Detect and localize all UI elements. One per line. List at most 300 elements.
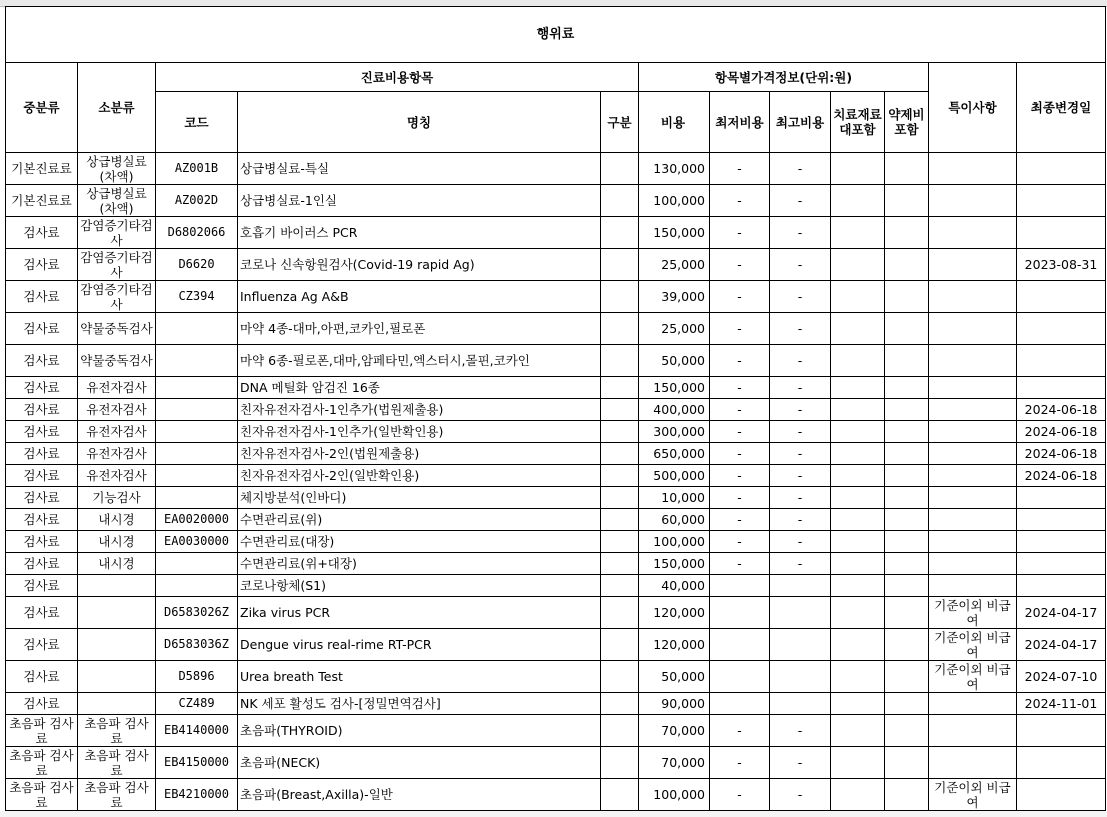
cell-max-cost[interactable]: - — [770, 779, 831, 811]
cell-name[interactable]: 상급병실료-1인실 — [238, 185, 601, 217]
cell-sub-category[interactable]: 초음파 검사료 — [78, 747, 156, 779]
cell-drug[interactable] — [885, 465, 929, 487]
cell-min-cost[interactable] — [710, 575, 770, 597]
header-code: 코드 — [156, 92, 238, 153]
cell-note[interactable] — [929, 399, 1017, 421]
cell-sub-category[interactable]: 감염증기타검사 — [78, 281, 156, 313]
cell-type[interactable] — [601, 575, 639, 597]
cell-date[interactable]: 2024-04-17 — [1017, 629, 1106, 661]
cell-material[interactable] — [831, 661, 885, 693]
cell-min-cost[interactable]: - — [710, 249, 770, 281]
cell-mid-category[interactable]: 기본진료료 — [6, 153, 78, 185]
cell-material[interactable] — [831, 281, 885, 313]
header-mid-category: 중분류 — [6, 63, 78, 153]
cell-cost[interactable]: 130,000 — [639, 153, 710, 185]
cell-type[interactable] — [601, 465, 639, 487]
cell-material[interactable] — [831, 531, 885, 553]
cell-note[interactable] — [929, 153, 1017, 185]
cell-date[interactable]: 2024-07-10 — [1017, 661, 1106, 693]
cell-material[interactable] — [831, 779, 885, 811]
cell-name[interactable]: 초음파(Breast,Axilla)-일반 — [238, 779, 601, 811]
table-row — [6, 509, 1106, 531]
cell-type[interactable] — [601, 281, 639, 313]
cell-min-cost[interactable]: - — [710, 281, 770, 313]
cell-sub-category[interactable]: 유전자검사 — [78, 377, 156, 399]
cell-material[interactable] — [831, 629, 885, 661]
cell-sub-category[interactable]: 유전자검사 — [78, 399, 156, 421]
cell-code[interactable]: CZ394 — [156, 281, 238, 313]
cell-sub-category[interactable]: 내시경 — [78, 531, 156, 553]
cell-sub-category[interactable]: 상급병실료(차액) — [78, 153, 156, 185]
cell-min-cost[interactable]: - — [710, 747, 770, 779]
cell-mid-category[interactable]: 검사료 — [6, 553, 78, 575]
cell-sub-category[interactable]: 초음파 검사료 — [78, 779, 156, 811]
cell-code[interactable]: CZ489 — [156, 693, 238, 715]
cell-code[interactable] — [156, 553, 238, 575]
cell-drug[interactable] — [885, 747, 929, 779]
cell-cost[interactable]: 150,000 — [639, 217, 710, 249]
cell-drug[interactable] — [885, 217, 929, 249]
cell-type[interactable] — [601, 443, 639, 465]
cell-material[interactable] — [831, 465, 885, 487]
cell-name[interactable]: 호흡기 바이러스 PCR — [238, 217, 601, 249]
cell-cost[interactable]: 500,000 — [639, 465, 710, 487]
cell-name[interactable]: 상급병실료-특실 — [238, 153, 601, 185]
cell-code[interactable] — [156, 399, 238, 421]
cell-material[interactable] — [831, 313, 885, 345]
cell-mid-category[interactable]: 검사료 — [6, 377, 78, 399]
cell-min-cost[interactable]: - — [710, 487, 770, 509]
cell-drug[interactable] — [885, 399, 929, 421]
cell-date[interactable] — [1017, 779, 1106, 811]
cell-type[interactable] — [601, 249, 639, 281]
cell-date[interactable] — [1017, 281, 1106, 313]
cell-max-cost[interactable] — [770, 693, 831, 715]
cell-mid-category[interactable]: 검사료 — [6, 443, 78, 465]
cell-min-cost[interactable]: - — [710, 779, 770, 811]
cell-mid-category[interactable]: 검사료 — [6, 281, 78, 313]
cell-material[interactable] — [831, 443, 885, 465]
cell-type[interactable] — [601, 345, 639, 377]
cell-mid-category[interactable]: 검사료 — [6, 421, 78, 443]
cell-mid-category[interactable]: 검사료 — [6, 399, 78, 421]
cell-name[interactable]: 초음파(NECK) — [238, 747, 601, 779]
cell-code[interactable]: D6620 — [156, 249, 238, 281]
cell-max-cost[interactable]: - — [770, 421, 831, 443]
cell-material[interactable] — [831, 509, 885, 531]
cell-type[interactable] — [601, 153, 639, 185]
cell-cost[interactable]: 25,000 — [639, 313, 710, 345]
cell-date[interactable] — [1017, 487, 1106, 509]
table-row — [6, 185, 1106, 217]
cell-max-cost[interactable]: - — [770, 443, 831, 465]
cell-date[interactable] — [1017, 345, 1106, 377]
cell-note[interactable]: 기준이외 비급여 — [929, 597, 1017, 629]
cell-name[interactable]: 초음파(THYROID) — [238, 715, 601, 747]
cell-mid-category[interactable]: 검사료 — [6, 531, 78, 553]
cell-material[interactable] — [831, 597, 885, 629]
cell-note[interactable] — [929, 249, 1017, 281]
cell-mid-category[interactable]: 검사료 — [6, 249, 78, 281]
cell-code[interactable] — [156, 345, 238, 377]
cell-min-cost[interactable]: - — [710, 313, 770, 345]
cell-name[interactable]: 코로나 신속항원검사(Covid-19 rapid Ag) — [238, 249, 601, 281]
table-row — [6, 421, 1106, 443]
cell-name[interactable]: 수면관리료(대장) — [238, 531, 601, 553]
cell-material[interactable] — [831, 421, 885, 443]
cell-note[interactable] — [929, 421, 1017, 443]
cell-code[interactable]: AZ002D — [156, 185, 238, 217]
cell-sub-category[interactable] — [78, 693, 156, 715]
cell-min-cost[interactable]: - — [710, 531, 770, 553]
cell-material[interactable] — [831, 249, 885, 281]
cell-sub-category[interactable]: 약물중독검사 — [78, 345, 156, 377]
cell-type[interactable] — [601, 217, 639, 249]
cell-mid-category[interactable]: 검사료 — [6, 661, 78, 693]
cell-sub-category[interactable]: 감염증기타검사 — [78, 249, 156, 281]
cell-max-cost[interactable] — [770, 575, 831, 597]
cell-mid-category[interactable]: 검사료 — [6, 693, 78, 715]
cell-code[interactable] — [156, 313, 238, 345]
cell-max-cost[interactable]: - — [770, 465, 831, 487]
cell-drug[interactable] — [885, 575, 929, 597]
cell-sub-category[interactable]: 감염증기타검사 — [78, 217, 156, 249]
cell-mid-category[interactable]: 검사료 — [6, 313, 78, 345]
cell-sub-category[interactable]: 유전자검사 — [78, 421, 156, 443]
cell-code[interactable]: AZ001B — [156, 153, 238, 185]
cell-mid-category[interactable]: 초음파 검사료 — [6, 715, 78, 747]
cell-note[interactable] — [929, 313, 1017, 345]
cell-note[interactable] — [929, 715, 1017, 747]
cell-cost[interactable]: 150,000 — [639, 377, 710, 399]
cell-material[interactable] — [831, 487, 885, 509]
cell-code[interactable] — [156, 377, 238, 399]
cell-drug[interactable] — [885, 487, 929, 509]
cell-code[interactable]: D6802066 — [156, 217, 238, 249]
cell-note[interactable] — [929, 185, 1017, 217]
cell-code[interactable]: EB4150000 — [156, 747, 238, 779]
cell-name[interactable]: 마약 6종-필로폰,대마,암페타민,엑스터시,몰핀,코카인 — [238, 345, 601, 377]
cell-material[interactable] — [831, 377, 885, 399]
cell-code[interactable]: D6583036Z — [156, 629, 238, 661]
cell-name[interactable]: 수면관리료(위+대장) — [238, 553, 601, 575]
cell-type[interactable] — [601, 487, 639, 509]
cell-cost[interactable]: 39,000 — [639, 281, 710, 313]
cell-min-cost[interactable]: - — [710, 399, 770, 421]
cell-sub-category[interactable] — [78, 661, 156, 693]
cell-code[interactable]: EA0030000 — [156, 531, 238, 553]
cell-code[interactable] — [156, 443, 238, 465]
cell-drug[interactable] — [885, 779, 929, 811]
cell-min-cost[interactable]: - — [710, 465, 770, 487]
cell-cost[interactable]: 70,000 — [639, 715, 710, 747]
cell-date[interactable]: 2024-06-18 — [1017, 399, 1106, 421]
cell-date[interactable]: 2024-06-18 — [1017, 465, 1106, 487]
cell-code[interactable]: EB4210000 — [156, 779, 238, 811]
cell-date[interactable] — [1017, 313, 1106, 345]
cell-code[interactable] — [156, 487, 238, 509]
cell-name[interactable]: 체지방분석(인바디) — [238, 487, 601, 509]
cell-type[interactable] — [601, 597, 639, 629]
cell-cost[interactable]: 300,000 — [639, 421, 710, 443]
table-row — [6, 553, 1106, 575]
cell-type[interactable] — [601, 399, 639, 421]
cell-note[interactable] — [929, 487, 1017, 509]
cell-min-cost[interactable]: - — [710, 217, 770, 249]
cell-date[interactable] — [1017, 531, 1106, 553]
cell-name[interactable]: 친자유전자검사-1인추가(법원제출용) — [238, 399, 601, 421]
cell-note[interactable] — [929, 443, 1017, 465]
cell-type[interactable] — [601, 313, 639, 345]
cell-mid-category[interactable]: 검사료 — [6, 487, 78, 509]
cell-note[interactable] — [929, 509, 1017, 531]
cell-min-cost[interactable]: - — [710, 509, 770, 531]
cell-drug[interactable] — [885, 443, 929, 465]
cell-note[interactable] — [929, 531, 1017, 553]
cell-drug[interactable] — [885, 345, 929, 377]
cell-max-cost[interactable]: - — [770, 217, 831, 249]
cell-min-cost[interactable]: - — [710, 553, 770, 575]
cell-mid-category[interactable]: 검사료 — [6, 629, 78, 661]
cell-material[interactable] — [831, 693, 885, 715]
cell-name[interactable]: DNA 메틸화 암검진 16종 — [238, 377, 601, 399]
cell-sub-category[interactable]: 약물중독검사 — [78, 313, 156, 345]
header-type: 구분 — [601, 92, 639, 153]
table-row — [6, 575, 1106, 597]
cell-max-cost[interactable] — [770, 629, 831, 661]
cell-max-cost[interactable] — [770, 661, 831, 693]
cell-sub-category[interactable] — [78, 629, 156, 661]
cell-code[interactable]: EA0020000 — [156, 509, 238, 531]
cell-code[interactable] — [156, 421, 238, 443]
cell-mid-category[interactable]: 검사료 — [6, 465, 78, 487]
cell-max-cost[interactable]: - — [770, 747, 831, 779]
cell-sub-category[interactable]: 초음파 검사료 — [78, 715, 156, 747]
cell-cost[interactable]: 50,000 — [639, 345, 710, 377]
cell-sub-category[interactable]: 내시경 — [78, 509, 156, 531]
cell-material[interactable] — [831, 345, 885, 377]
table-row — [6, 715, 1106, 747]
cell-note[interactable] — [929, 345, 1017, 377]
cell-mid-category[interactable]: 검사료 — [6, 575, 78, 597]
cell-max-cost[interactable]: - — [770, 509, 831, 531]
cell-material[interactable] — [831, 715, 885, 747]
cell-type[interactable] — [601, 629, 639, 661]
cell-max-cost[interactable]: - — [770, 487, 831, 509]
cell-name[interactable]: 친자유전자검사-2인(일반확인용) — [238, 465, 601, 487]
cell-sub-category[interactable]: 기능검사 — [78, 487, 156, 509]
cell-date[interactable] — [1017, 185, 1106, 217]
cell-code[interactable]: EB4140000 — [156, 715, 238, 747]
cell-mid-category[interactable]: 초음파 검사료 — [6, 779, 78, 811]
cell-max-cost[interactable]: - — [770, 313, 831, 345]
cell-drug[interactable] — [885, 153, 929, 185]
cell-min-cost[interactable]: - — [710, 185, 770, 217]
cell-cost[interactable]: 60,000 — [639, 509, 710, 531]
cell-type[interactable] — [601, 377, 639, 399]
cell-cost[interactable]: 150,000 — [639, 553, 710, 575]
cell-drug[interactable] — [885, 281, 929, 313]
cell-date[interactable] — [1017, 715, 1106, 747]
cell-material[interactable] — [831, 575, 885, 597]
cell-cost[interactable]: 10,000 — [639, 487, 710, 509]
cell-drug[interactable] — [885, 509, 929, 531]
cell-note[interactable] — [929, 465, 1017, 487]
cell-type[interactable] — [601, 553, 639, 575]
table-row — [6, 399, 1106, 421]
cell-type[interactable] — [601, 421, 639, 443]
cell-min-cost[interactable]: - — [710, 377, 770, 399]
cell-date[interactable]: 2023-08-31 — [1017, 249, 1106, 281]
cell-note[interactable] — [929, 575, 1017, 597]
cell-min-cost[interactable]: - — [710, 443, 770, 465]
cell-mid-category[interactable]: 검사료 — [6, 345, 78, 377]
cell-max-cost[interactable]: - — [770, 249, 831, 281]
cell-min-cost[interactable] — [710, 597, 770, 629]
cell-sub-category[interactable]: 유전자검사 — [78, 443, 156, 465]
cell-drug[interactable] — [885, 421, 929, 443]
cell-drug[interactable] — [885, 185, 929, 217]
cell-max-cost[interactable] — [770, 597, 831, 629]
cell-date[interactable]: 2024-06-18 — [1017, 421, 1106, 443]
cell-mid-category[interactable]: 검사료 — [6, 217, 78, 249]
cell-date[interactable] — [1017, 509, 1106, 531]
cell-name[interactable]: Urea breath Test — [238, 661, 601, 693]
cell-drug[interactable] — [885, 531, 929, 553]
cell-name[interactable]: 친자유전자검사-2인(법원제출용) — [238, 443, 601, 465]
cell-type[interactable] — [601, 715, 639, 747]
cell-code[interactable] — [156, 465, 238, 487]
cell-name[interactable]: 마약 4종-대마,아편,코카인,필로폰 — [238, 313, 601, 345]
cell-type[interactable] — [601, 661, 639, 693]
cell-drug[interactable] — [885, 553, 929, 575]
cell-note[interactable]: 기준이외 비급여 — [929, 661, 1017, 693]
cell-code[interactable]: D5896 — [156, 661, 238, 693]
cell-drug[interactable] — [885, 597, 929, 629]
cell-max-cost[interactable]: - — [770, 399, 831, 421]
cell-type[interactable] — [601, 531, 639, 553]
cell-min-cost[interactable]: - — [710, 715, 770, 747]
cell-cost[interactable]: 400,000 — [639, 399, 710, 421]
cell-drug[interactable] — [885, 249, 929, 281]
cell-max-cost[interactable]: - — [770, 553, 831, 575]
cell-note[interactable] — [929, 281, 1017, 313]
cell-material[interactable] — [831, 185, 885, 217]
cell-sub-category[interactable] — [78, 575, 156, 597]
cell-drug[interactable] — [885, 693, 929, 715]
cell-sub-category[interactable] — [78, 597, 156, 629]
cell-date[interactable] — [1017, 747, 1106, 779]
cell-note[interactable]: 기준이외 비급여 — [929, 629, 1017, 661]
cell-drug[interactable] — [885, 661, 929, 693]
cell-date[interactable] — [1017, 377, 1106, 399]
cell-max-cost[interactable]: - — [770, 377, 831, 399]
cell-cost[interactable]: 100,000 — [639, 185, 710, 217]
cell-type[interactable] — [601, 509, 639, 531]
cell-cost[interactable]: 70,000 — [639, 747, 710, 779]
cell-material[interactable] — [831, 153, 885, 185]
cell-cost[interactable]: 650,000 — [639, 443, 710, 465]
cell-name[interactable]: Dengue virus real-rime RT-PCR — [238, 629, 601, 661]
cell-drug[interactable] — [885, 313, 929, 345]
cell-max-cost[interactable]: - — [770, 153, 831, 185]
cell-date[interactable] — [1017, 553, 1106, 575]
cell-mid-category[interactable]: 검사료 — [6, 597, 78, 629]
cell-type[interactable] — [601, 185, 639, 217]
cell-date[interactable] — [1017, 217, 1106, 249]
cell-name[interactable]: NK 세포 활성도 검사-[정밀면역검사] — [238, 693, 601, 715]
cell-type[interactable] — [601, 747, 639, 779]
cell-max-cost[interactable]: - — [770, 281, 831, 313]
cell-note[interactable] — [929, 693, 1017, 715]
cell-min-cost[interactable] — [710, 661, 770, 693]
cell-cost[interactable]: 50,000 — [639, 661, 710, 693]
cell-cost[interactable]: 100,000 — [639, 779, 710, 811]
cell-sub-category[interactable]: 유전자검사 — [78, 465, 156, 487]
cell-name[interactable]: 친자유전자검사-1인추가(일반확인용) — [238, 421, 601, 443]
cell-material[interactable] — [831, 217, 885, 249]
cell-type[interactable] — [601, 779, 639, 811]
cell-mid-category[interactable]: 기본진료료 — [6, 185, 78, 217]
cell-note[interactable]: 기준이외 비급여 — [929, 779, 1017, 811]
cell-drug[interactable] — [885, 715, 929, 747]
cell-max-cost[interactable]: - — [770, 531, 831, 553]
cell-max-cost[interactable]: - — [770, 345, 831, 377]
cell-max-cost[interactable]: - — [770, 715, 831, 747]
cell-date[interactable] — [1017, 575, 1106, 597]
cell-cost[interactable]: 120,000 — [639, 629, 710, 661]
table-row — [6, 629, 1106, 661]
cell-cost[interactable]: 90,000 — [639, 693, 710, 715]
cell-note[interactable] — [929, 377, 1017, 399]
cell-note[interactable] — [929, 747, 1017, 779]
cell-material[interactable] — [831, 553, 885, 575]
cell-cost[interactable]: 100,000 — [639, 531, 710, 553]
cell-name[interactable]: Zika virus PCR — [238, 597, 601, 629]
cell-min-cost[interactable] — [710, 693, 770, 715]
cell-date[interactable]: 2024-11-01 — [1017, 693, 1106, 715]
cell-drug[interactable] — [885, 629, 929, 661]
cell-name[interactable]: 수면관리료(위) — [238, 509, 601, 531]
cell-date[interactable]: 2024-06-18 — [1017, 443, 1106, 465]
cell-cost[interactable]: 25,000 — [639, 249, 710, 281]
cell-mid-category[interactable]: 초음파 검사료 — [6, 747, 78, 779]
cell-name[interactable]: 코로나항체(S1) — [238, 575, 601, 597]
cell-name[interactable]: Influenza Ag A&B — [238, 281, 601, 313]
cell-min-cost[interactable]: - — [710, 421, 770, 443]
cell-sub-category[interactable]: 상급병실료(차액) — [78, 185, 156, 217]
cell-min-cost[interactable]: - — [710, 345, 770, 377]
cell-cost[interactable]: 120,000 — [639, 597, 710, 629]
cell-min-cost[interactable]: - — [710, 153, 770, 185]
cell-code[interactable]: D6583026Z — [156, 597, 238, 629]
cell-mid-category[interactable]: 검사료 — [6, 509, 78, 531]
cell-cost[interactable]: 40,000 — [639, 575, 710, 597]
cell-max-cost[interactable]: - — [770, 185, 831, 217]
cell-date[interactable] — [1017, 153, 1106, 185]
cell-min-cost[interactable] — [710, 629, 770, 661]
cell-type[interactable] — [601, 693, 639, 715]
cell-note[interactable] — [929, 217, 1017, 249]
cell-date[interactable]: 2024-04-17 — [1017, 597, 1106, 629]
cell-drug[interactable] — [885, 377, 929, 399]
cell-sub-category[interactable]: 내시경 — [78, 553, 156, 575]
cell-material[interactable] — [831, 399, 885, 421]
header-last-changed: 최종변경일 — [1017, 63, 1106, 153]
cell-note[interactable] — [929, 553, 1017, 575]
cell-material[interactable] — [831, 747, 885, 779]
cell-code[interactable] — [156, 575, 238, 597]
